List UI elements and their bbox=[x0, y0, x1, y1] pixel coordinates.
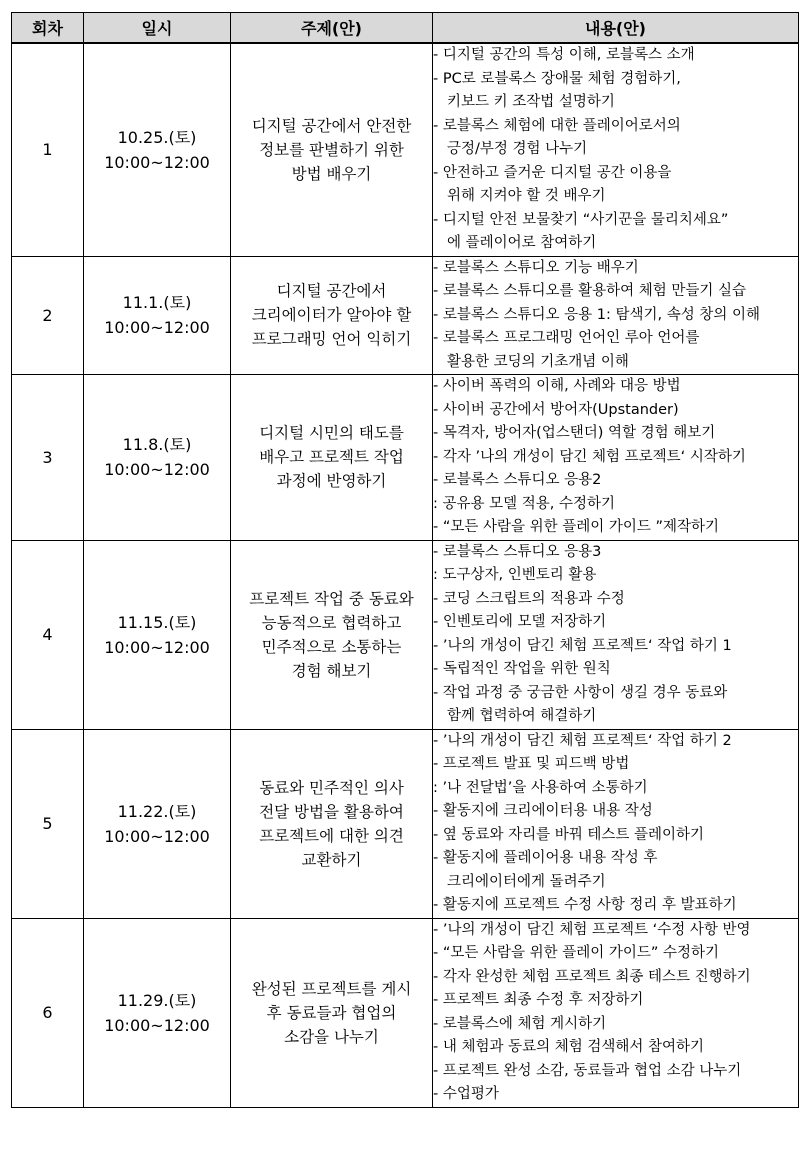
session-time: 10:00~12:00 bbox=[104, 460, 210, 480]
session-content bbox=[433, 918, 799, 1107]
content-item: - 각자 완성한 체험 프로젝트 최종 테스트 진행하기 bbox=[433, 968, 751, 985]
content-item: - 안전하고 즐거운 디지털 공간 이용을 bbox=[433, 164, 672, 181]
content-item: 함께 협력하여 해결하기 bbox=[447, 708, 597, 724]
session-datetime bbox=[84, 256, 231, 375]
session-datetime bbox=[84, 540, 231, 729]
content-item: - 인벤토리에 모델 저장하기 bbox=[433, 614, 607, 630]
session-round: 2 bbox=[12, 256, 84, 375]
topic-line: 능동적으로 협력하고 bbox=[261, 613, 402, 632]
content-item: : 도구상자, 인벤토리 활용 bbox=[433, 567, 597, 583]
session-datetime bbox=[84, 43, 231, 256]
session-datetime bbox=[84, 375, 231, 541]
session-round: 6 bbox=[12, 918, 84, 1107]
content-item: - ’나의 개성이 담긴 체험 프로젝트‘ 작업 하기 1 bbox=[433, 637, 732, 654]
content-item: 긍정/부정 경험 나누기 bbox=[447, 141, 588, 157]
header-topic: 주제(안) bbox=[231, 13, 433, 44]
header-round: 회차 bbox=[12, 13, 84, 44]
session-time: 10:00~12:00 bbox=[104, 318, 210, 338]
content-item: - 디지털 안전 보물찾기 “사기꾼을 물리치세요” bbox=[433, 211, 729, 228]
content-item: : ’나 전달법’을 사용하여 소통하기 bbox=[433, 779, 648, 796]
content-item: - “모든 사람을 위한 플레이 가이드 ”제작하기 bbox=[433, 519, 720, 535]
session-row bbox=[12, 729, 799, 918]
content-item: - 로블록스 체험에 대한 플레이어로서의 bbox=[433, 117, 681, 134]
topic-line: 프로젝트에 대한 의견 bbox=[259, 826, 404, 845]
content-item: - 작업 과정 중 궁금한 사항이 생길 경우 동료와 bbox=[433, 684, 728, 701]
content-item: - 로블록스 스튜디오 응용 1: 탐색기, 속성 창의 이해 bbox=[433, 306, 760, 323]
topic-line: 완성된 프로젝트를 게시 bbox=[251, 979, 412, 998]
topic-line: 동료와 민주적인 의사 bbox=[259, 778, 404, 797]
session-datetime bbox=[84, 918, 231, 1107]
session-topic bbox=[231, 375, 433, 541]
session-time: 10:00~12:00 bbox=[104, 637, 210, 657]
session-row bbox=[12, 256, 799, 375]
content-item: - 각자 ’나의 개성이 담긴 체험 프로젝트‘ 시작하기 bbox=[433, 448, 746, 465]
program-schedule-table bbox=[11, 12, 799, 1108]
session-content bbox=[433, 540, 799, 729]
content-item: - 프로젝트 최종 수정 후 저장하기 bbox=[433, 992, 644, 1008]
session-content bbox=[433, 43, 799, 256]
content-item: - 사이버 공간에서 방어자(Upstander) bbox=[433, 401, 679, 418]
session-date: 11.22.(토) bbox=[117, 801, 197, 821]
session-topic bbox=[231, 43, 433, 256]
session-date: 11.29.(토) bbox=[117, 990, 197, 1010]
topic-line: 경험 해보기 bbox=[291, 661, 372, 680]
topic-line: 전달 방법을 활용하여 bbox=[259, 802, 404, 821]
topic-line: 디지털 공간에서 bbox=[276, 282, 387, 301]
content-item: - 프로젝트 완성 소감, 동료들과 협업 소감 나누기 bbox=[433, 1062, 742, 1079]
session-round: 5 bbox=[12, 729, 84, 918]
topic-line: 정보를 판별하기 위한 bbox=[259, 140, 404, 159]
content-item: - “모든 사람을 위한 플레이 가이드” 수정하기 bbox=[433, 945, 720, 961]
content-item: - 활동지에 프로젝트 수정 사항 정리 후 발표하기 bbox=[433, 897, 737, 913]
header-row bbox=[12, 13, 799, 44]
content-item: - 프로젝트 발표 및 피드백 방법 bbox=[433, 756, 630, 772]
session-topic bbox=[231, 918, 433, 1107]
content-item: - 활동지에 플레이어용 내용 작성 후 bbox=[433, 850, 658, 866]
session-date: 11.1.(토) bbox=[122, 293, 192, 313]
session-topic bbox=[231, 729, 433, 918]
session-round: 4 bbox=[12, 540, 84, 729]
topic-line: 교환하기 bbox=[301, 850, 362, 869]
topic-line: 디지털 시민의 태도를 bbox=[259, 424, 404, 443]
topic-line: 디지털 공간에서 안전한 bbox=[251, 116, 412, 135]
content-item: 크리에이터에게 돌려주기 bbox=[447, 873, 606, 890]
session-row bbox=[12, 918, 799, 1107]
content-item: - PC로 로블록스 장애물 체험 경험하기, bbox=[433, 70, 681, 87]
content-item: - 활동지에 크리에이터용 내용 작성 bbox=[433, 803, 653, 819]
session-content bbox=[433, 256, 799, 375]
session-row bbox=[12, 43, 799, 256]
session-round: 1 bbox=[12, 43, 84, 256]
content-item: - 수업평가 bbox=[433, 1086, 499, 1102]
session-datetime bbox=[84, 729, 231, 918]
topic-line: 크리에이터가 알아야 할 bbox=[251, 306, 412, 325]
content-item: - 옆 동료와 자리를 바꿔 테스트 플레이하기 bbox=[433, 826, 705, 843]
content-item: - 로블록스에 체험 게시하기 bbox=[433, 1015, 607, 1032]
session-topic bbox=[231, 540, 433, 729]
content-item: - 사이버 폭력의 이해, 사례와 대응 방법 bbox=[433, 378, 681, 394]
content-item: - 로블록스 스튜디오 기능 배우기 bbox=[433, 259, 639, 276]
content-item: - 독립적인 작업을 위한 원칙 bbox=[433, 661, 611, 677]
session-date: 11.8.(토) bbox=[122, 435, 192, 455]
session-row bbox=[12, 375, 799, 541]
topic-line: 과정에 반영하기 bbox=[276, 472, 387, 491]
topic-line: 프로그래밍 언어 익히기 bbox=[251, 330, 412, 349]
topic-line: 프로젝트 작업 중 동료와 bbox=[249, 589, 414, 608]
topic-line: 민주적으로 소통하는 bbox=[261, 637, 402, 656]
content-item: - 로블록스 프로그래밍 언어인 루아 언어를 bbox=[433, 330, 700, 346]
content-item: 활용한 코딩의 기초개념 이해 bbox=[447, 353, 629, 370]
content-item: - 디지털 공간의 특성 이해, 로블록스 소개 bbox=[433, 47, 695, 63]
topic-line: 소감을 나누기 bbox=[284, 1027, 379, 1046]
session-topic bbox=[231, 256, 433, 375]
content-item: - ’나의 개성이 담긴 체험 프로젝트‘ 작업 하기 2 bbox=[433, 732, 732, 749]
session-row bbox=[12, 540, 799, 729]
content-item: - 로블록스 스튜디오 응용2 bbox=[433, 472, 602, 488]
content-item: 위해 지켜야 할 것 배우기 bbox=[447, 188, 606, 204]
content-item: - 로블록스 스튜디오를 활용하여 체험 만들기 실습 bbox=[433, 283, 747, 299]
content-item: - 내 체험과 동료의 체험 검색해서 참여하기 bbox=[433, 1039, 705, 1055]
content-item: - 목격자, 방어자(업스탠더) 역할 경험 해보기 bbox=[433, 425, 716, 441]
session-time: 10:00~12:00 bbox=[104, 152, 210, 172]
content-item: 키보드 키 조작법 설명하기 bbox=[447, 94, 615, 110]
topic-line: 후 동료들과 협업의 bbox=[266, 1003, 397, 1022]
content-item: - ’나의 개성이 담긴 체험 프로젝트 ‘수정 사항 반영 bbox=[433, 921, 751, 938]
session-content bbox=[433, 375, 799, 541]
session-content bbox=[433, 729, 799, 918]
content-item: 에 플레이어로 참여하기 bbox=[447, 235, 597, 251]
session-time: 10:00~12:00 bbox=[104, 826, 210, 846]
session-date: 10.25.(토) bbox=[117, 127, 197, 147]
header-content: 내용(안) bbox=[433, 13, 799, 44]
content-item: - 로블록스 스튜디오 응용3 bbox=[433, 543, 602, 560]
header-datetime: 일시 bbox=[84, 13, 231, 44]
content-item: - 코딩 스크립트의 적용과 수정 bbox=[433, 590, 625, 607]
topic-line: 배우고 프로젝트 작업 bbox=[259, 448, 404, 467]
topic-line: 방법 배우기 bbox=[291, 164, 372, 183]
session-date: 11.15.(토) bbox=[117, 612, 197, 632]
session-time: 10:00~12:00 bbox=[104, 1015, 210, 1035]
content-item: : 공유용 모델 적용, 수정하기 bbox=[433, 495, 616, 512]
session-round: 3 bbox=[12, 375, 84, 541]
